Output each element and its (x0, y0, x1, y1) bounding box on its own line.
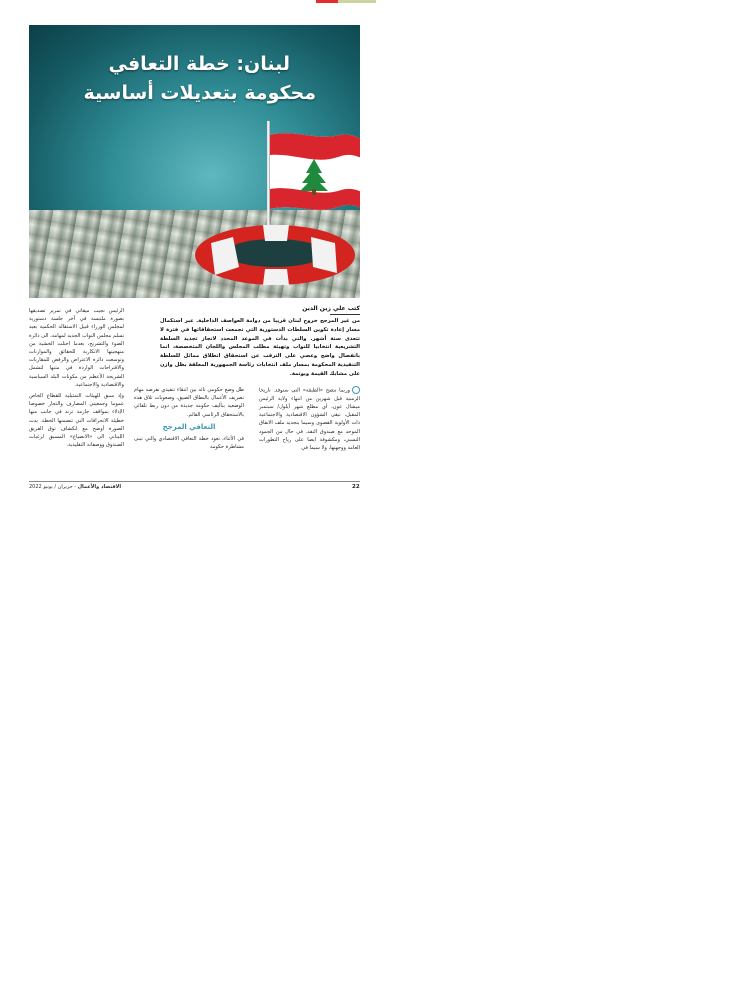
paragraph: الرئيس نجيب ميقاتي في تمرير تصديقها بصورة ملتبسة في آخر جلسة دستورية لمجلس الوزراء قبيل الاستقالة الحكمية بعيد تسلم مجلس النواب الجديد لمهامه، الى دائرة الضوء والتشريح، بعدما احتلت الخشية من منهجيتها الانكارية للحقائق والموازنات وتوسعت دائرة الاعتراض والرفض للمقاربات والاقتراحات الواردة في متنها لتشمل الشريحة الأعظم من مكونات البلد السياسية والاقتصادية والاجتماعية. (29, 308, 124, 388)
headline (83, 49, 316, 107)
column-right (259, 386, 360, 455)
top-bar-red (316, 0, 338, 3)
column-left (29, 307, 124, 452)
author-byline: كتب علي زين الدين (302, 305, 360, 312)
subheading: التعافي المرجح (162, 422, 216, 431)
top-bar-green (338, 0, 376, 3)
page-number: 22 (352, 484, 360, 490)
column-middle (134, 386, 244, 454)
footer-magazine (29, 484, 121, 490)
paragraph: ظل وضع حكومي تائه بين انتقاء تنفيذي تفرضه مهام تصريف الأعمال بالنطاق الضيق، وصعوبات تلاق هذه الوضعية بتأليف حكومة جديدة من دون ربط تلقائي بالاستحقاق الرئاسي القائم. (134, 387, 244, 418)
dropcap-icon (352, 386, 360, 394)
paragraph: وربما تتضح «الطبقة» التي ستوفد. تاريخا الزمنية قبل شهرين من انتهاء ولاية الرئيس ميشال عون، أي مطلع شهر أيلول/ سبتمبر المقبل، تبقى الشؤون الاقتصادية والاجتماعية ذات الأولوية القصوى وسيما بتجديد ملف الاتفاق الموحد مع صندوق النقد. في حال من الجمود النسبي، ومكشوفة ايضا على رياح التطورات العامة ووجهتها، ولا سيما في (259, 387, 360, 451)
magazine-name: الاقتصاد والأعمال (77, 484, 122, 490)
paragraph: وإذ سبق للهيئات التمثيلية للقطاع الخاص عموما وجمعيتي المصارف والتجار خصوصا الإدلاء بمواقف جازمة ترتد في جانب منها خطيئة الانحرافات التي تتضمنها الخطة. بدت الصورة أوضح مع انكشاف توق الفريق اللبناني الى «الانصياع» المسبق لرغبات الصندوق ووصفاته التقليدية. (29, 393, 124, 449)
life-ring-icon (193, 223, 357, 287)
top-color-bar (316, 0, 376, 3)
headline-line-1: لبنان: خطة التعافي (108, 53, 290, 75)
headline-line-2: محكومة بتعديلات أساسية (83, 82, 316, 104)
author-underline (330, 314, 360, 315)
lead-paragraph: من غير المرجح خروج لبنان قريبا من دوامة العواصف الداخلية. عبر استكمال مسار إعادة تكوين السلطات الدستورية التي تجمعت استحقاقاتها في فترة لا تتعدى ستة أشهر. والتي بدأت في الموعد المحدد لانجاز تجديد السلطة التشريعية انتخابيا للنواب وتهيئة مطلب المجلس واللجان المتخصصة، انما بانفصال واضح وعصي على الترقب عن استحقاق انطلاق مماثل للسلطة التنفيذية المحكومة بمسار ملف انتخابات رئاسة الجمهورية المعلقة بظل وازن على مشابك القيمة وبوتمة. (160, 318, 360, 377)
hero-image (29, 25, 360, 298)
paragraph: في الأثناء، تعود خطة التعافي الاقتصادي والتي تبنى مشاطرة حكومة (134, 436, 244, 451)
issue-date: - حزيران / يونيو 2022 (29, 484, 77, 490)
lebanon-flag-icon (270, 129, 360, 215)
footer-divider (29, 481, 360, 482)
